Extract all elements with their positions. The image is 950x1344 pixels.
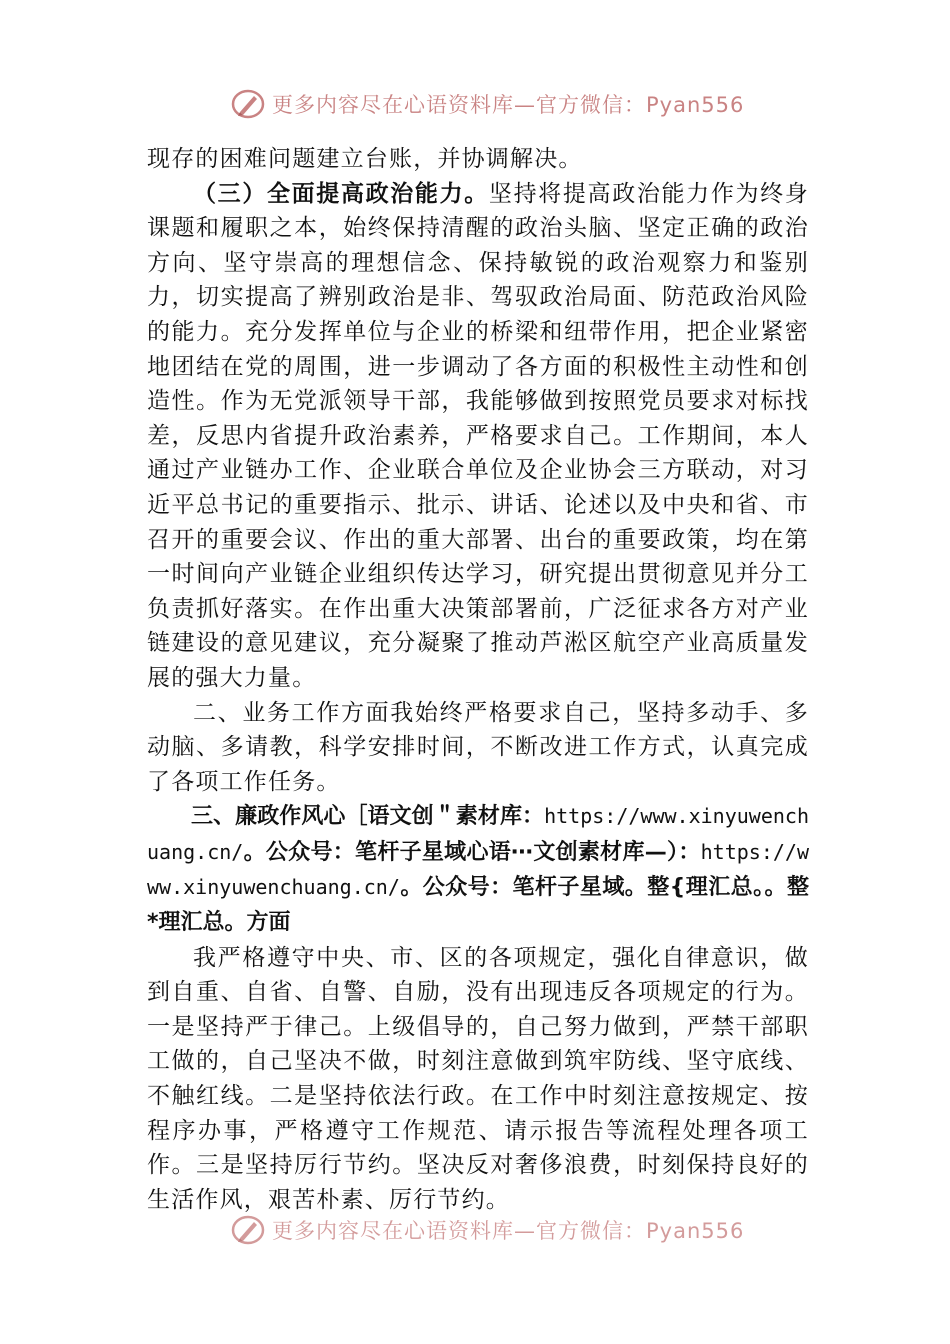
pen-logo-icon bbox=[230, 1212, 266, 1248]
url-link-2[interactable]: https://www.xinyuwenchuang.cn/ bbox=[147, 839, 809, 900]
watermark-footer bbox=[230, 1212, 744, 1248]
watermark-text: 更多内容尽在心语资料库—官方微信：Pyan556 bbox=[272, 93, 745, 117]
watermark-text: 更多内容尽在心语资料库—官方微信：Pyan556 bbox=[272, 1219, 745, 1243]
heading-part-c: 。公众号：笔杆子星域。整{理汇总。。整*理汇总。方面 bbox=[147, 875, 809, 936]
watermark-header bbox=[230, 86, 744, 122]
section-heading-3: （三）全面提高政治能力。 bbox=[193, 179, 489, 207]
heading-part-a: 三、廉政作风心［语文创＂素材库： bbox=[191, 804, 545, 830]
pen-logo-icon bbox=[230, 86, 266, 122]
url-link-1[interactable]: https://www.xinyuwenchuang.cn/ bbox=[147, 804, 809, 864]
paragraph-business-work: 二、业务工作方面我始终严格要求自己，坚持多动手、多动脑、多请教，科学安排时间，不断改进工作方式，认真完成了各项工作任务。 bbox=[147, 699, 809, 795]
document-body bbox=[147, 142, 809, 1217]
paragraph-text: 坚持将提高政治能力作为终身课题和履职之本，始终保持清醒的政治头脑、坚定正确的政治方向、坚守崇高的理想信念、保持敏锐的政治观察力和鉴别力，切实提高了辨别政治是非、驾驭政治局面、防范政治风险的能力。充分发挥单位与企业的桥梁和纽带作用，把企业紧密地团结在党的周围，进一步调动了各方面的积极性主动性和创造性。作为无党派领导干部，我能够做到按照党员要求对标找差，反思内省提升政治素养，严格要求自己。工作期间，本人通过产业链办工作、企业联合单位及企业协会三方联动，对习近平总书记的重要指示、批示、讲话、论述以及中央和省、市召开的重要会议、作出的重大部署、出台的重要政策，均在第一时间向产业链企业组织传达学习，研究提出贯彻意见并分工负责抓好落实。在作出重大决策部署前，广泛征求各方对产业链建设的意见建议，充分凝聚了推动芦淞区航空产业高质量发展的强大力量。 bbox=[147, 180, 809, 691]
heading-part-b: 。公众号：笔杆子星域心语⋯文创素材库—）： bbox=[243, 839, 701, 865]
paragraph-integrity: 我严格遵守中央、市、区的各项规定，强化自律意识，做到自重、自省、自警、自励，没有出现违反各项规定的行为。一是坚持严于律己。上级倡导的，自己努力做到，严禁干部职工做的，自己坚决不做，时刻注意做到筑牢防线、坚守底线、不触红线。二是坚持依法行政。在工作中时刻注意按规定、按程序办事，严格遵守工作规范、请示报告等流程处理各项工作。三是坚持厉行节约。坚决反对奢侈浪费，时刻保持良好的生活作风，艰苦朴素、厉行节约。 bbox=[147, 944, 809, 1213]
paragraph-continuation: 现存的困难问题建立台账，并协调解决。 bbox=[147, 146, 583, 172]
section-heading-integrity bbox=[147, 799, 809, 940]
paragraph-political-ability bbox=[147, 177, 809, 696]
